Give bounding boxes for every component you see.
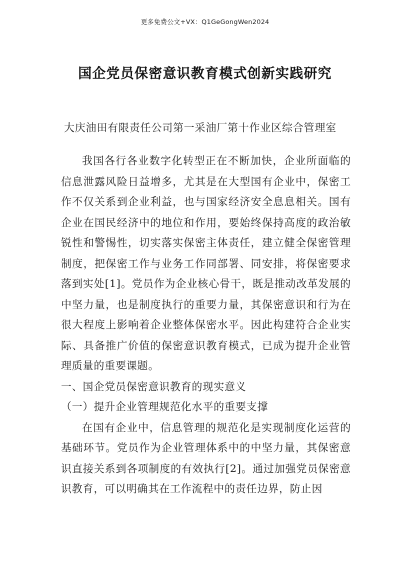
header-note: 更多免费公文+VX：Q1GeGongWen2024: [140, 18, 270, 26]
document-title: 国企党员保密意识教育模式创新实践研究: [78, 66, 332, 82]
subsection-heading: （一）提升企业管理规范化水平的重要支撑: [61, 401, 269, 413]
author-organization: 大庆油田有限责任公司第一采油厂第十作业区综合管理室: [64, 122, 337, 134]
section-heading: 一、国企党员保密意识教育的现实意义: [61, 380, 247, 393]
document-body: [61, 151, 351, 500]
intro-paragraph: 我国各行各业数字化转型正在不断加快，企业所面临的信息泄露风险日益增多，尤其是在大型国有企业中，保密工作不仅关系到企业利益，也与国家经济安全息息相关。国有企业在国民经济中的地位和作用，要始终保持高度的政治敏锐性和警惕性，切实落实保密主体责任，建立健全保密管理制度，把保密工作与业务工作同部署、同安排，将保密要求落到实处[1]。党员作为企业核心骨干，既是推动改革发展的中坚力量，也是制度执行的重要力量，其保密意识和行为在很大程度上影响着企业整体保密水平。因此构建符合企业实际、具备推广价值的保密意识教育模式，已成为提升企业管理质量的重要课题。: [61, 155, 351, 372]
subsection-paragraph: 在国有企业中，信息管理的规范化是实现制度化运营的基础环节。党员作为企业管理体系中的中坚力量，其保密意识直接关系到各项制度的有效执行[2]。通过加强党员保密意识教育，可以明确其在工作流程中的责任边界，防止因: [61, 421, 351, 495]
